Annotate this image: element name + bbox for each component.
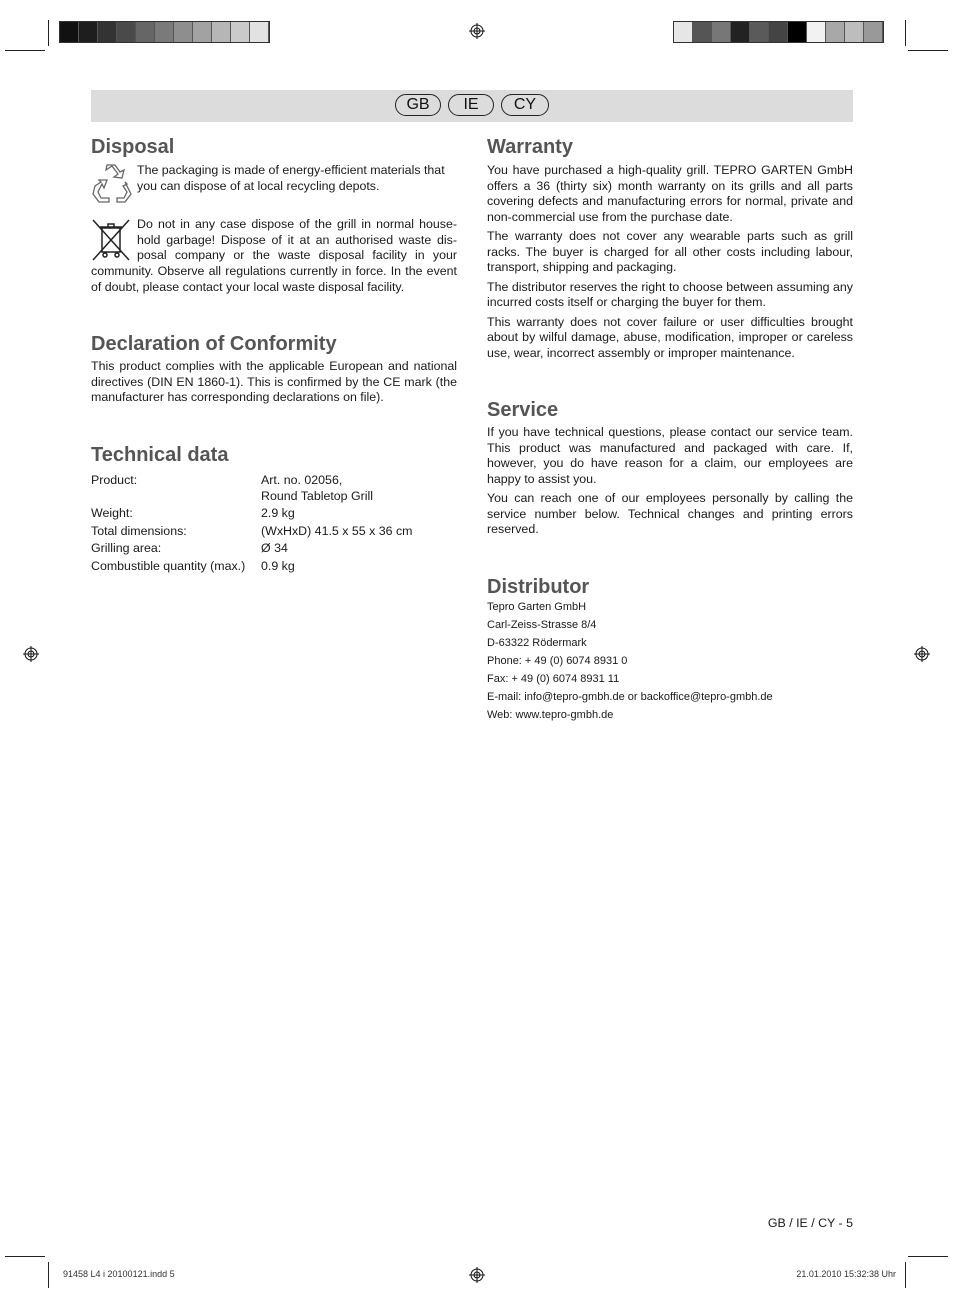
recycle-icon	[91, 164, 133, 206]
conformity-heading: Declaration of Conformity	[91, 333, 337, 355]
garbage-line-3: posal company or the waste disposal facility in your	[137, 248, 457, 262]
packaging-text: The packaging is made of energy-efficient materials that you can dispose of at local recycling depots.	[137, 163, 445, 193]
registration-mark-icon	[469, 1267, 485, 1283]
table-row: Grilling area: Ø 34	[91, 541, 288, 555]
distributor-fax: Fax: + 49 (0) 6074 8931 11	[487, 673, 620, 685]
language-tag-gb: GB	[395, 94, 441, 116]
crop-mark	[48, 1262, 49, 1288]
garbage-line-1: Do not in any case dispose of the grill in normal house-	[137, 217, 457, 231]
language-tag-cy: CY	[501, 94, 549, 116]
crop-mark	[5, 50, 45, 51]
page-number: GB / IE / CY - 5	[767, 1216, 853, 1230]
distributor-heading: Distributor	[487, 576, 590, 598]
warranty-paragraph: You have purchased a high-quality grill. TEPRO GARTEN GmbH offers a 36 (thirty six) month warranty on its grills and all parts covering defects and manufacturing errors for normal, private and non-commercial use from the purchase date.	[487, 163, 853, 224]
table-row: Weight: 2.9 kg	[91, 506, 295, 520]
warranty-paragraph: The distributor reserves the right to choose between assuming any incurred costs itself or charging the buyer for them.	[487, 279, 853, 309]
language-band	[91, 90, 853, 122]
warranty-text	[487, 163, 853, 365]
warranty-paragraph: This warranty does not cover failure or user difficulties brought about by wilful damage, abuse, modification, improper or careless use, wear, incorrect assembly or improper maintenance.	[487, 314, 853, 360]
distributor-web: Web: www.tepro-gmbh.de	[487, 709, 614, 721]
service-paragraph: You can reach one of our employees personally by calling the service number below. Technical changes and printing errors reserved.	[487, 491, 853, 536]
technical-heading: Technical data	[91, 444, 229, 466]
warranty-heading: Warranty	[487, 136, 573, 158]
conformity-text: This product complies with the applicable European and national directives (DIN EN 1860-1). This is confirmed by the CE mark (the manufacturer has corresponding declarations on file).	[91, 359, 457, 404]
distributor-address	[487, 598, 853, 724]
technical-table	[91, 473, 461, 576]
service-paragraph: If you have technical questions, please contact our service team. This product was manufactured and packaged with care. If, however, you do have reason for a claim, our employees are happy to assist you.	[487, 425, 853, 486]
distributor-line: Tepro Garten GmbH	[487, 601, 587, 613]
crop-mark	[908, 50, 948, 51]
crop-mark	[48, 20, 49, 46]
distributor-email: E-mail: info@tepro-gmbh.de or backoffice@tepro-gmbh.de	[487, 691, 773, 703]
color-bar-left	[59, 21, 270, 43]
table-row: Total dimensions: (WxHxD) 41.5 x 55 x 36 cm	[91, 523, 413, 538]
warranty-paragraph: The warranty does not cover any wearable parts such as grill racks. The buyer is charged for all other costs including labour, transport, shipping and packaging.	[487, 229, 853, 274]
service-text	[487, 425, 853, 542]
service-heading: Service	[487, 399, 559, 421]
garbage-line-2: hold garbage! Dispose of it at an authorised waste dis-	[137, 233, 457, 247]
registration-mark-icon	[469, 23, 485, 39]
table-row: Product: Art. no. 02056, Round Tabletop Grill	[91, 473, 374, 503]
crop-mark	[908, 1256, 948, 1257]
print-timestamp: 21.01.2010 15:32:38 Uhr	[796, 1269, 896, 1279]
garbage-text-rest: community. Observe all regulations currently in force. In the event of doubt, please contact your local waste disposal facility.	[91, 264, 457, 294]
registration-mark-icon	[23, 646, 39, 662]
disposal-heading: Disposal	[91, 136, 175, 158]
language-tag-ie: IE	[448, 94, 494, 116]
crossed-bin-icon	[91, 219, 131, 261]
crop-mark	[5, 1256, 45, 1257]
distributor-phone: Phone: + 49 (0) 6074 8931 0	[487, 655, 628, 667]
table-row: Combustible quantity (max.) 0.9 kg	[91, 558, 295, 573]
distributor-line: Carl-Zeiss-Strasse 8/4	[487, 619, 597, 631]
print-file-info: 91458 L4 i 20100121.indd 5	[63, 1269, 175, 1279]
registration-mark-icon	[914, 646, 930, 662]
color-bar-right	[673, 21, 884, 43]
distributor-line: D-63322 Rödermark	[487, 637, 587, 649]
crop-mark	[905, 20, 906, 46]
crop-mark	[905, 1262, 906, 1288]
